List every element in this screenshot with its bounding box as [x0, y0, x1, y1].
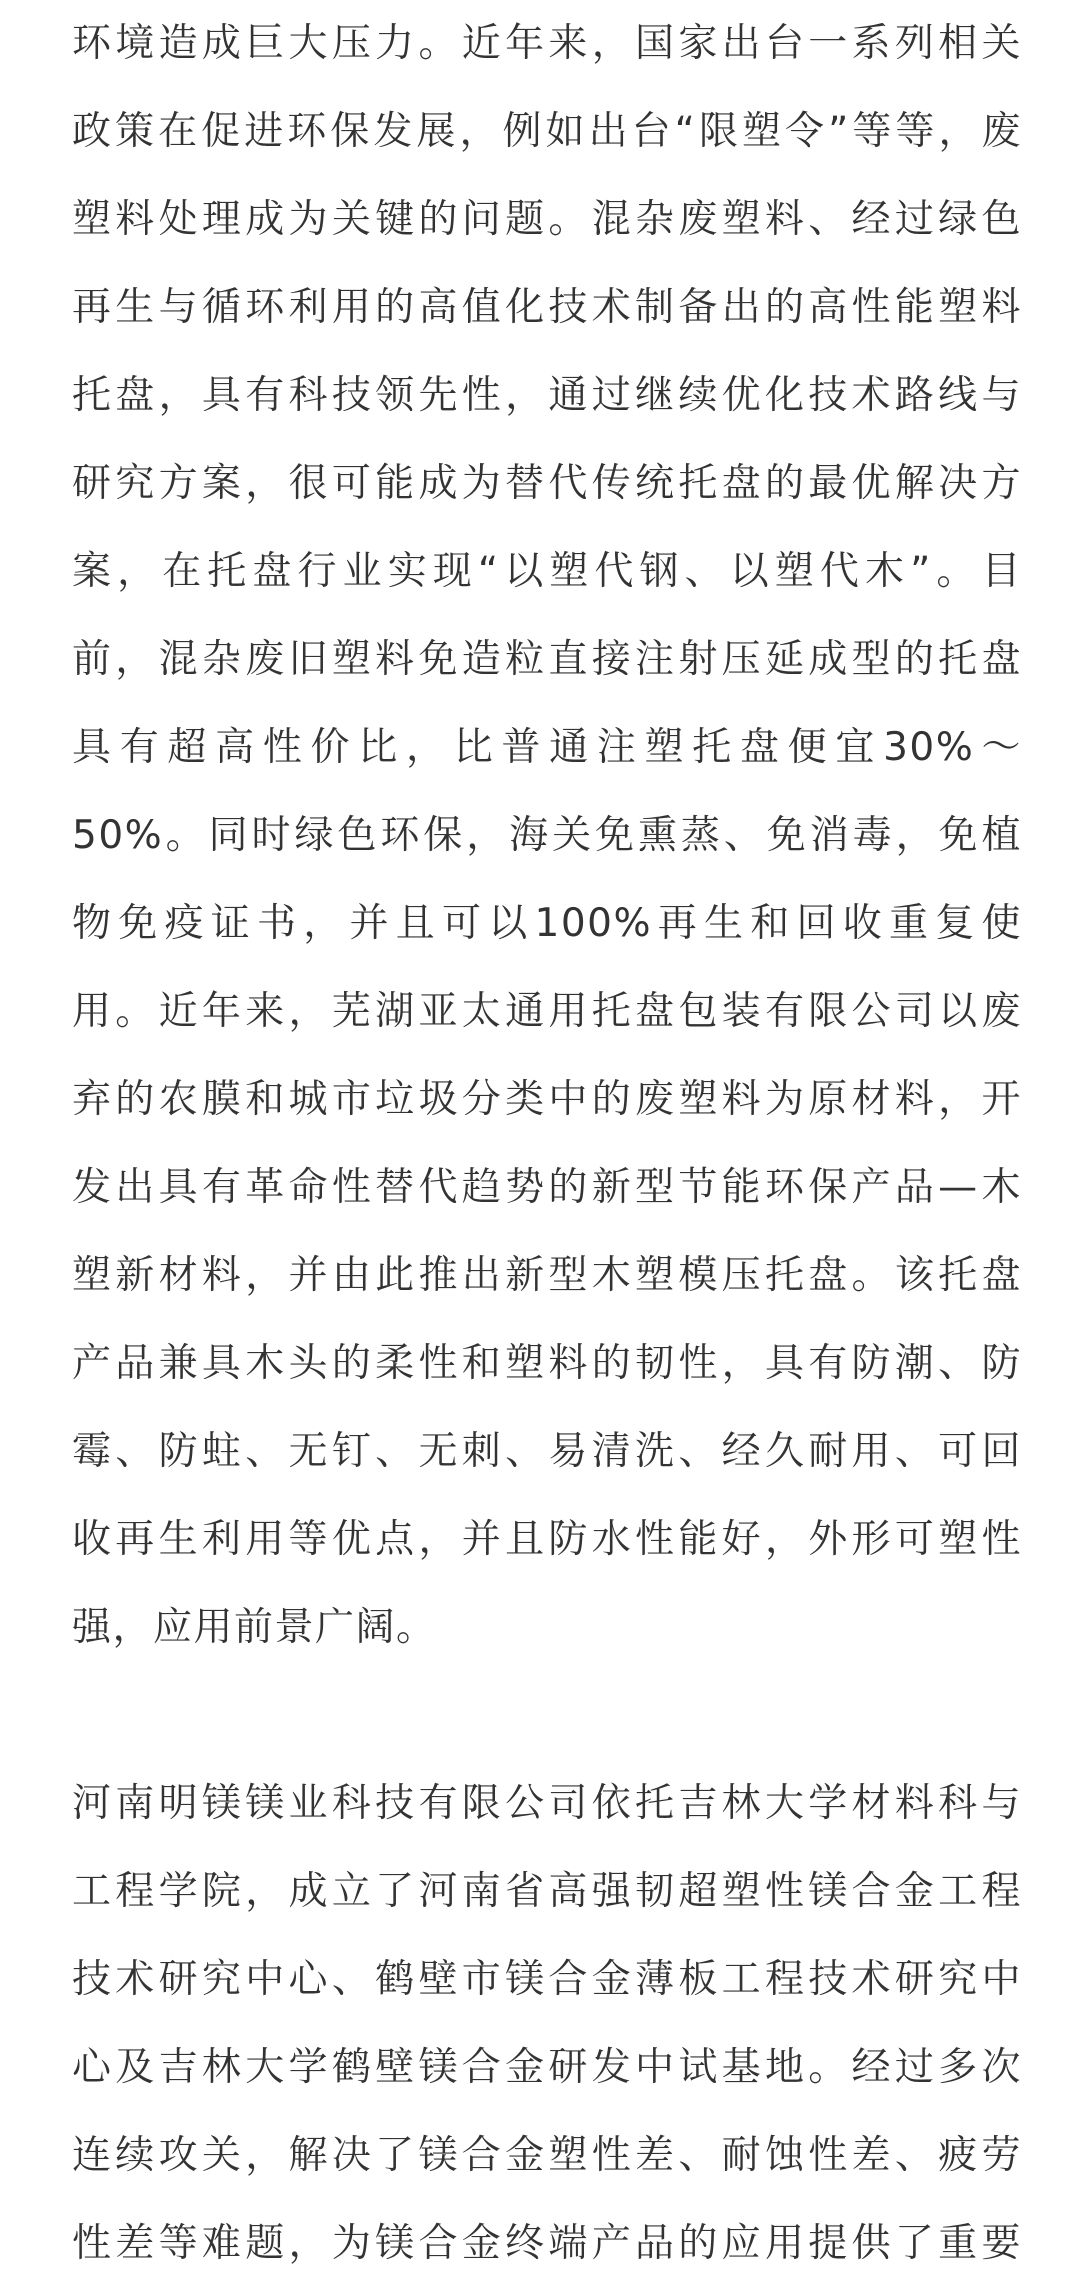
text-line: 霉、防蛀、无钉、无刺、易清洗、经久耐用、可回 [72, 1429, 1022, 1474]
paragraph-spacer [72, 1672, 1022, 1760]
text-line: 心及吉林大学鹤壁镁合金研发中试基地。经过多次 [72, 2045, 1022, 2090]
text-line: 案，在托盘行业实现“以塑代钢、以塑代木”。目 [72, 549, 1022, 594]
text-line: 前，混杂废旧塑料免造粒直接注射压延成型的托盘 [72, 637, 1022, 682]
text-line: 发出具有革命性替代趋势的新型节能环保产品—木 [72, 1165, 1022, 1210]
text-line: 再生与循环利用的高值化技术制备出的高性能塑料 [72, 285, 1022, 330]
text-line: 技术研究中心、鹤壁市镁合金薄板工程技术研究中 [72, 1957, 1022, 2002]
text-line: 环境造成巨大压力。近年来，国家出台一系列相关 [72, 21, 1022, 66]
paragraph-plastic-pallets [72, 0, 1022, 1672]
text-line: 连续攻关，解决了镁合金塑性差、耐蚀性差、疲劳 [72, 2133, 1022, 2178]
text-line: 物免疫证书，并且可以100%再生和回收重复使 [72, 901, 1022, 946]
text-line: 政策在促进环保发展，例如出台“限塑令”等等，废 [72, 109, 1022, 154]
text-line: 具有超高性价比，比普通注塑托盘便宜30%～ [72, 725, 1022, 770]
text-line: 塑新材料，并由此推出新型木塑模压托盘。该托盘 [72, 1253, 1022, 1298]
text-line: 河南明镁镁业科技有限公司依托吉林大学材料科与 [72, 1781, 1022, 1826]
paragraph-magnesium-alloy [72, 1760, 1022, 2288]
text-line: 塑料处理成为关键的问题。混杂废塑料、经过绿色 [72, 197, 1022, 242]
text-line: 50%。同时绿色环保，海关免熏蒸、免消毒，免植 [72, 813, 1022, 858]
text-line: 强，应用前景广阔。 [72, 1605, 437, 1650]
text-line: 弃的农膜和城市垃圾分类中的废塑料为原材料，开 [72, 1077, 1022, 1122]
text-line: 研究方案，很可能成为替代传统托盘的最优解决方 [72, 461, 1022, 506]
text-line: 托盘，具有科技领先性，通过继续优化技术路线与 [72, 373, 1022, 418]
text-line: 性差等难题，为镁合金终端产品的应用提供了重要 [72, 2221, 1022, 2266]
text-line: 工程学院，成立了河南省高强韧超塑性镁合金工程 [72, 1869, 1022, 1914]
article-body [72, 0, 1022, 2288]
text-line: 收再生利用等优点，并且防水性能好，外形可塑性 [72, 1517, 1022, 1562]
text-line: 用。近年来，芜湖亚太通用托盘包装有限公司以废 [72, 989, 1022, 1034]
text-line: 产品兼具木头的柔性和塑料的韧性，具有防潮、防 [72, 1341, 1022, 1386]
